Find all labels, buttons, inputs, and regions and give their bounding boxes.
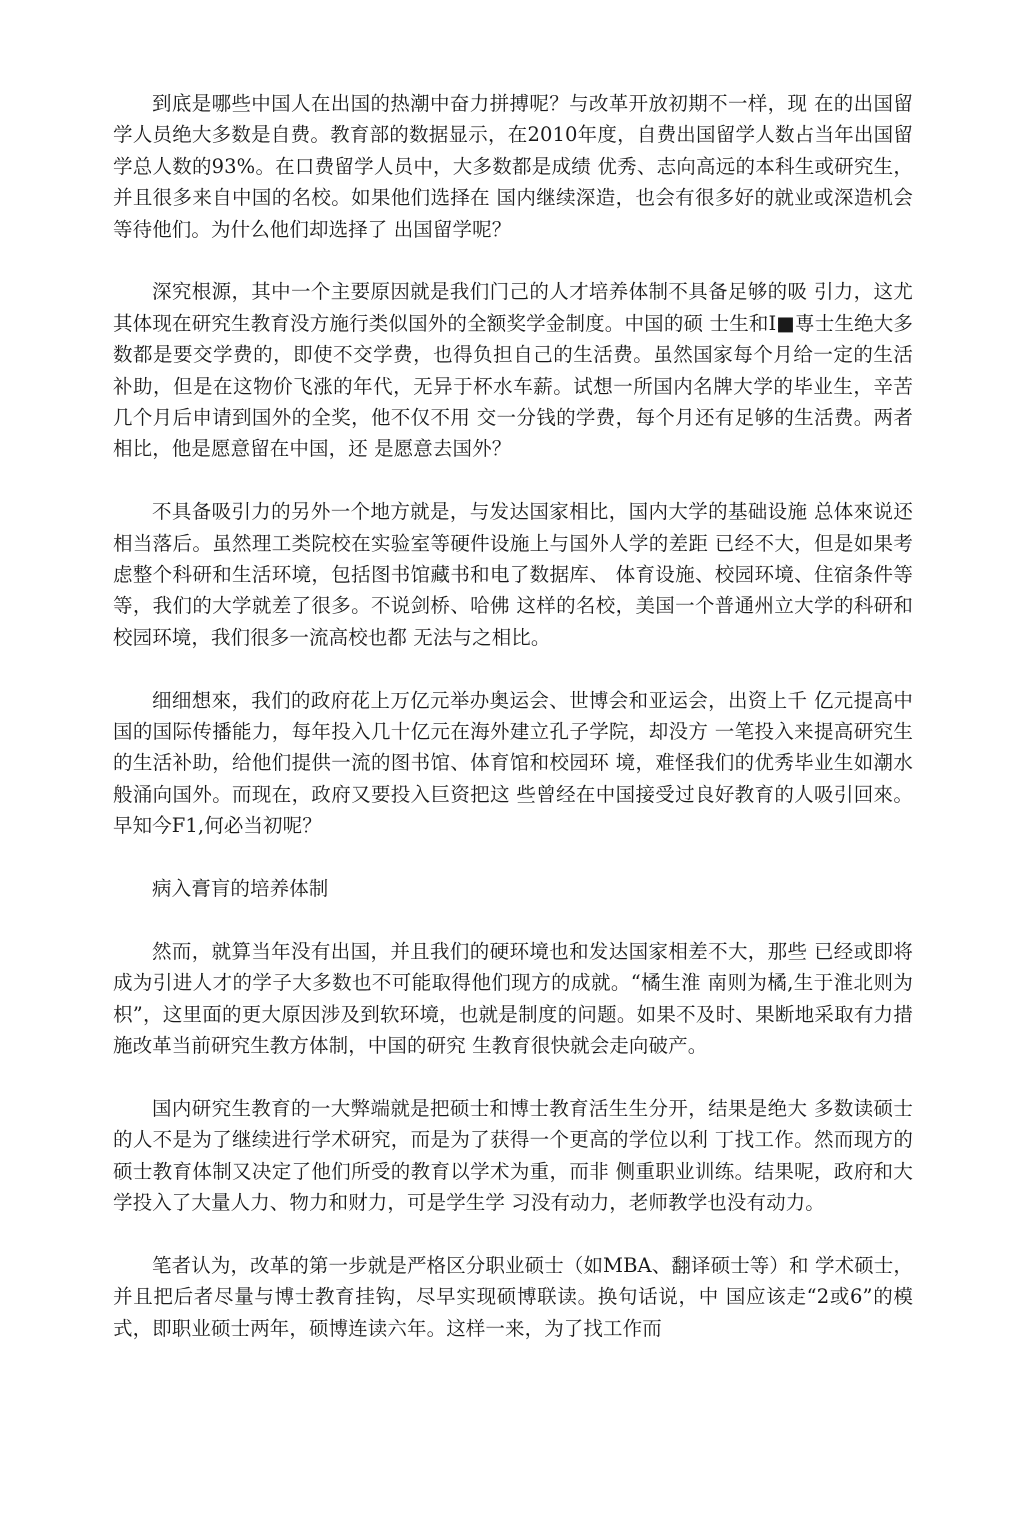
paragraph-7: 笔者认为，改革的第一步就是严格区分职业硕士（如MBA、翻译硕士等）和 学术硕士，并且把后者尽量与博士教育挂钩，尽早实现硕博联读。换句话说，中 国应该走“2或6”的模式，即职业硕士两年，硕博连读六年。这样一来，为了找工作而 xyxy=(113,1253,913,1340)
paragraph-5: 然而，就算当年没有出国，并且我们的硬环境也和发达国家相差不大，那些 已经或即将成为引进人才的学子大多数也不可能取得他们现方的成就。“橘生淮 南则为橘,生于淮北则为枳”，这里面的更大原因涉及到软环境，也就是制度的问题。如果不及时、果断地采取有力措施改革当前研究生教方体制，中国的研究 生教育很快就会走向破产。 xyxy=(113,939,913,1058)
paragraph-2: 深究根源，其中一个主要原因就是我们门己的人才培养体制不具备足够的吸 引力，这尤其体现在研究生教育没方施行类似国外的全额奖学金制度。中国的硕 士生和Ⅰ■専士生绝大多数都是要交学费的，即使不交学费，也得负担自己的生活费。虽然国家每个月给一定的生活补助，但是在这物价飞涨的年代，无异于杯水车薪。试想一所国内名牌大学的毕业生，辛苦几个月后申请到国外的全奖，他不仅不用 交一分钱的学费，每个月还有足够的生活费。两者相比，他是愿意留在中国，还 是愿意去国外？ xyxy=(113,280,913,461)
section-heading: 病入膏肓的培养体制 xyxy=(152,877,329,901)
paragraph-3: 不具备吸引力的另外一个地方就是，与发达国家相比，国内大学的基础设施 总体來说还相当落后。虽然理工类院校在实验室等硬件设施上与国外人学的差距 已经不大，但是如果考虑整个科研和生活环境，包括图书馆藏书和电了数据库、 体育设施、校园环境、住宿条件等等，我们的大学就差了很多。不说剑桥、哈佛 这样的名校，美国一个普通州立大学的科研和校园环境，我们很多一流高校也都 无法与之相比。 xyxy=(113,500,913,649)
paragraph-1: 到底是哪些中国人在出国的热潮中奋力拼搏呢？与改革开放初期不一样，现 在的出国留学人员绝大多数是自费。教育部的数据显示，在2010年度，自费出国留学人数占当年出国留学总人数的93%。在口费留学人员中，大多数都是成绩 优秀、志向高远的本科生或研究生，并且很多来自中国的名校。如果他们选择在 国内继续深造，也会有很多好的就业或深造机会等待他们。为什么他们却选择了 出国留学呢？ xyxy=(113,92,913,241)
paragraph-6: 国内研究生教育的一大弊端就是把硕士和博士教育活生生分开，结果是绝大 多数读硕士的人不是为了继续进行学术研究，而是为了获得一个更高的学位以利 丁找工作。然而现方的硕士教育体制又决定了他们所受的教育以学术为重，而非 侧重职业训练。结果呢，政府和大学投入了大量人力、物力和财力，可是学生学 习没有动力，老师教学也没有动力。 xyxy=(113,1096,913,1215)
paragraph-4: 细细想來，我们的政府花上万亿元举办奥运会、世博会和亚运会，出资上千 亿元提高中国的国际传播能力，每年投入几十亿元在海外建立孔子学院，却没方 一笔投入来提高研究生的生活补助，给他们提供一流的图书馆、体育馆和校园环 境，难怪我们的优秀毕业生如潮水般涌向国外。而现在，政府又要投入巨资把这 些曾经在中国接受过良好教育的人吸引回來。早知今F1,何必当初呢？ xyxy=(113,688,913,838)
document-body xyxy=(113,88,913,1376)
